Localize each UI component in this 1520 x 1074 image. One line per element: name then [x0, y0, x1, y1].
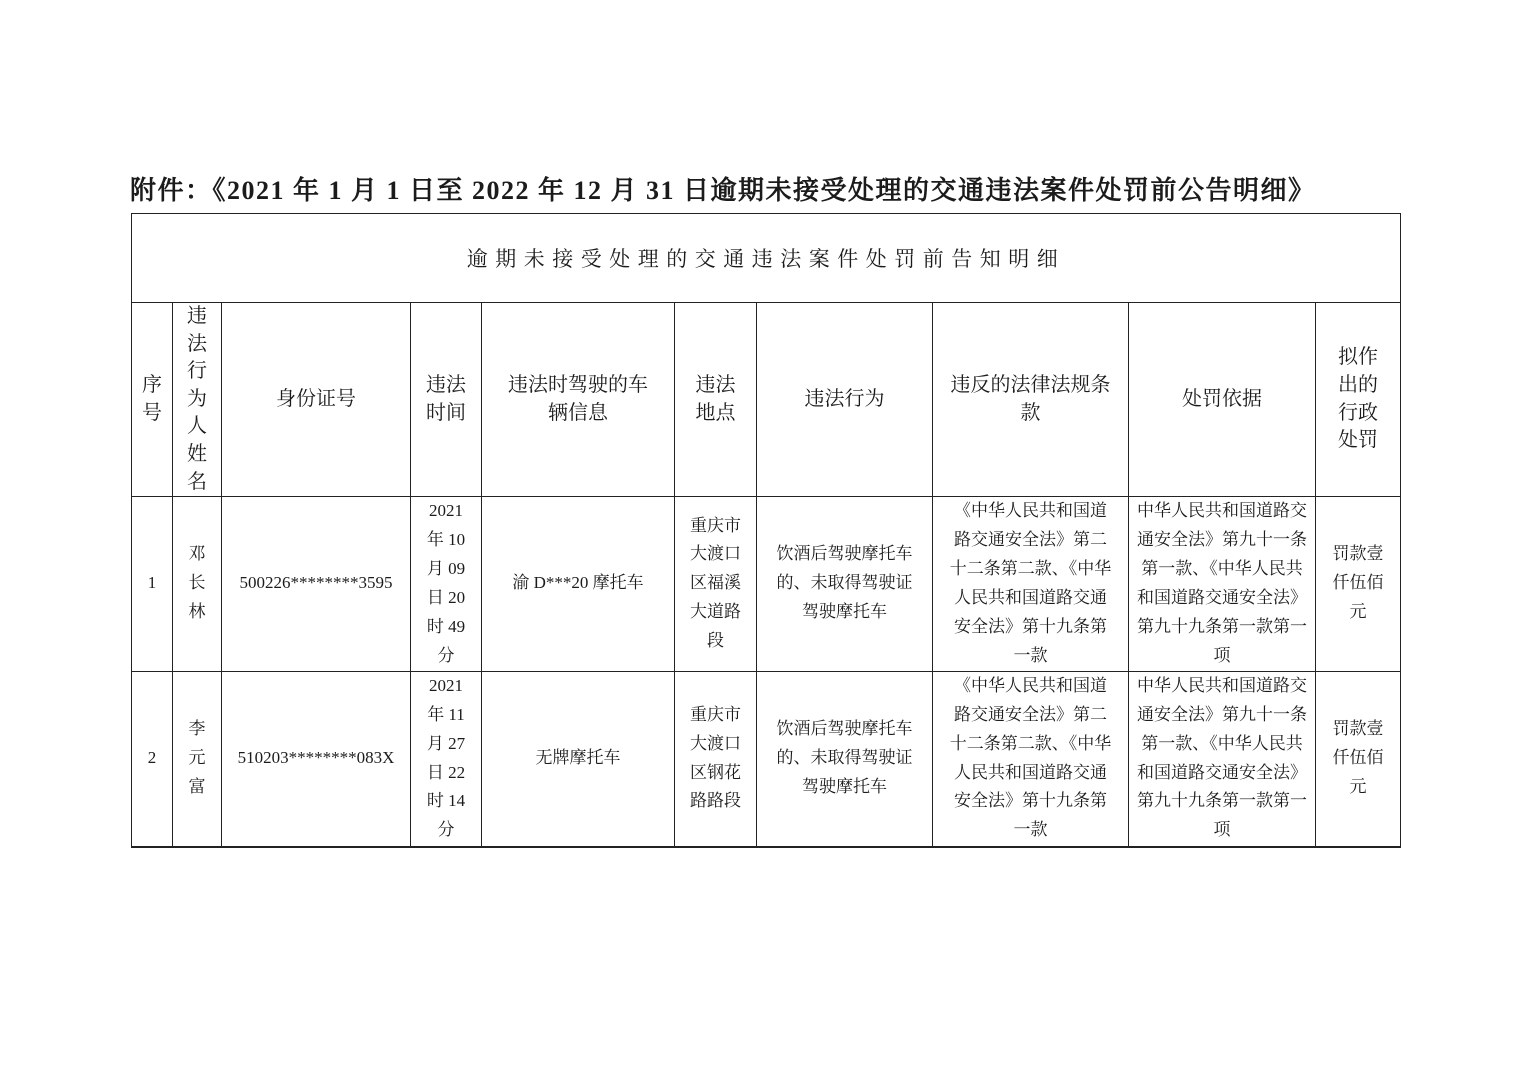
cell-seq: 1 [132, 497, 173, 671]
cell-behavior: 饮酒后驾驶摩托车的、未取得驾驶证驾驶摩托车 [757, 497, 933, 671]
cell-proposed-penalty: 罚款壹仟伍佰元 [1316, 497, 1401, 671]
cell-legal-provisions: 《中华人民共和国道路交通安全法》第二十二条第二款、《中华人民共和国道路交通安全法》第十九条第一款 [933, 497, 1129, 671]
cell-offender-name: 李元富 [173, 671, 222, 847]
cell-offender-name: 邓长林 [173, 497, 222, 671]
col-header-proposed-penalty: 拟作出的行政处罚 [1316, 303, 1401, 497]
col-header-id-number: 身份证号 [222, 303, 411, 497]
col-header-penalty-basis: 处罚依据 [1129, 303, 1316, 497]
col-header-offender-name: 违法行为人姓名 [173, 303, 222, 497]
cell-id-number: 510203********083X [222, 671, 411, 847]
cell-location: 重庆市大渡口区福溪大道路段 [675, 497, 757, 671]
table-caption-row [132, 214, 1401, 303]
table-caption: 逾期未接受处理的交通违法案件处罚前告知明细 [132, 214, 1401, 303]
cell-penalty-basis: 中华人民共和国道路交通安全法》第九十一条第一款、《中华人民共和国道路交通安全法》第九十九条第一款第一项 [1129, 497, 1316, 671]
cell-penalty-basis: 中华人民共和国道路交通安全法》第九十一条第一款、《中华人民共和国道路交通安全法》第九十九条第一款第一项 [1129, 671, 1316, 847]
attachment-title: 附件：《2021 年 1 月 1 日至 2022 年 12 月 31 日逾期未接受处理的交通违法案件处罚前公告明细》 [130, 176, 1316, 205]
cell-location: 重庆市大渡口区钢花路路段 [675, 671, 757, 847]
cell-behavior: 饮酒后驾驶摩托车的、未取得驾驶证驾驶摩托车 [757, 671, 933, 847]
cell-vehicle-info: 渝 D***20 摩托车 [482, 497, 675, 671]
table-row [132, 497, 1401, 671]
violation-notice-table [131, 213, 1401, 848]
col-header-behavior: 违法行为 [757, 303, 933, 497]
col-header-location: 违法地点 [675, 303, 757, 497]
cell-proposed-penalty: 罚款壹仟伍佰元 [1316, 671, 1401, 847]
cell-vehicle-info: 无牌摩托车 [482, 671, 675, 847]
cell-seq: 2 [132, 671, 173, 847]
col-header-vehicle-info: 违法时驾驶的车辆信息 [482, 303, 675, 497]
col-header-violation-time: 违法时间 [411, 303, 482, 497]
col-header-seq: 序号 [132, 303, 173, 497]
cell-id-number: 500226********3595 [222, 497, 411, 671]
col-header-legal-provisions: 违反的法律法规条款 [933, 303, 1129, 497]
table-row [132, 671, 1401, 847]
cell-violation-time: 2021 年 10 月 09 日 20 时 49 分 [411, 497, 482, 671]
cell-legal-provisions: 《中华人民共和国道路交通安全法》第二十二条第二款、《中华人民共和国道路交通安全法》第十九条第一款 [933, 671, 1129, 847]
table-header-row [132, 303, 1401, 497]
cell-violation-time: 2021 年 11 月 27 日 22 时 14 分 [411, 671, 482, 847]
